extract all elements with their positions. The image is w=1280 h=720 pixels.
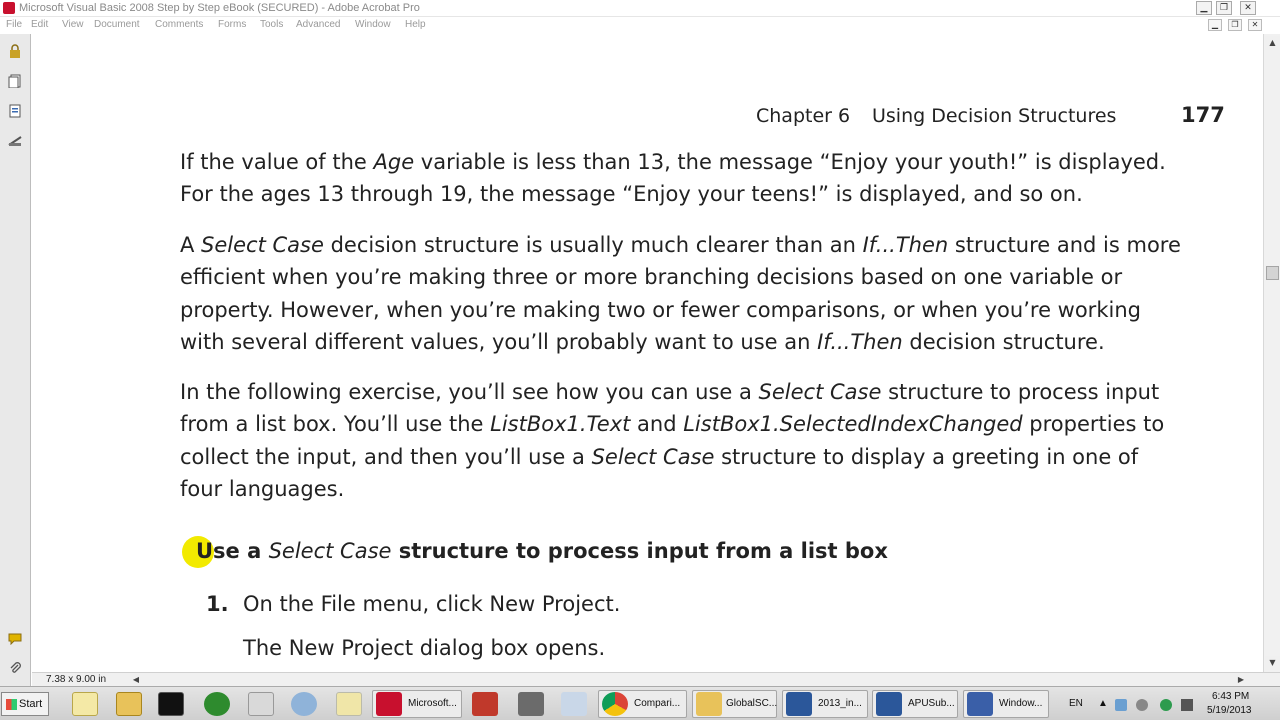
taskbar-item-acrobat[interactable]: Microsoft... (372, 690, 462, 718)
doc-minimize-button[interactable]: ▁ (1208, 19, 1222, 31)
volume-icon[interactable] (1181, 699, 1193, 711)
menu-file[interactable]: File (6, 19, 23, 30)
step-number: 1. (206, 592, 229, 616)
tray-app-icon[interactable] (1136, 699, 1148, 711)
taskbar-item-globalsc[interactable]: GlobalSC... (692, 690, 777, 718)
signatures-icon[interactable] (8, 134, 22, 148)
close-button[interactable]: ✕ (1240, 1, 1256, 15)
scroll-right-icon[interactable]: ▶ (1237, 675, 1245, 684)
page-size-label: 7.38 x 9.00 in (46, 674, 107, 685)
paragraph-1 (180, 146, 1240, 211)
paragraph-2 (180, 229, 1240, 358)
clock-date[interactable]: 5/19/2013 (1207, 705, 1252, 716)
menu-bar (0, 17, 1280, 34)
text-line: four languages. (180, 476, 345, 501)
page-number: 177 (1181, 103, 1225, 127)
scroll-down-icon[interactable]: ▼ (1265, 656, 1280, 670)
network-icon[interactable] (1115, 699, 1127, 711)
taskbar-item-word-2[interactable]: APUSub... (872, 690, 958, 718)
running-head-title: Using Decision Structures (872, 105, 1117, 127)
start-button[interactable]: Start (1, 692, 49, 716)
section-heading: Use a Select Case structure to process input from a list box (196, 539, 888, 563)
tray-expand-icon[interactable]: ▲ (1098, 698, 1108, 709)
menu-comments[interactable]: Comments (155, 19, 204, 30)
folder-icon[interactable] (116, 692, 142, 716)
folder-icon (696, 692, 722, 716)
utorrent-icon[interactable] (204, 692, 230, 716)
taskbar-item-visual-studio[interactable]: Window... (963, 690, 1049, 718)
menu-forms[interactable]: Forms (218, 19, 247, 30)
taskbar-item-chrome[interactable]: Compari... (598, 690, 687, 718)
minimize-button[interactable]: ▁ (1196, 1, 1212, 15)
attachments-icon[interactable] (8, 661, 22, 675)
text-line: If the value of the Age variable is less than 13, the message “Enjoy your youth!” is displayed. (180, 150, 1166, 174)
text-line: efficient when you’re making three or more branching decisions based on one variable or (180, 265, 1123, 290)
acrobat-app-icon[interactable] (3, 2, 15, 14)
vertical-scrollbar[interactable] (1263, 34, 1280, 672)
notepad-icon[interactable] (72, 692, 98, 716)
running-head-chapter: Chapter 6 (756, 105, 851, 127)
menu-view[interactable]: View (62, 19, 84, 30)
command-prompt-icon[interactable] (158, 692, 184, 716)
text-line: collect the input, and then you’ll use a Select Case structure to display a greeting in one of (180, 444, 1139, 469)
menu-tools[interactable]: Tools (260, 19, 284, 30)
word-icon (876, 692, 902, 716)
comments-icon[interactable] (8, 631, 22, 645)
document-page[interactable] (32, 34, 1263, 672)
settings-icon[interactable] (518, 692, 544, 716)
restore-button[interactable]: ❐ (1216, 1, 1232, 15)
chrome-icon (602, 692, 628, 716)
status-bar (32, 672, 1280, 686)
lock-icon[interactable] (8, 44, 22, 58)
scroll-up-icon[interactable]: ▲ (1265, 36, 1280, 50)
windows-flag-icon (6, 699, 17, 710)
filezilla-icon[interactable] (472, 692, 498, 716)
snipping-tool-icon[interactable] (248, 692, 274, 716)
word-icon (786, 692, 812, 716)
menu-document[interactable]: Document (94, 19, 140, 30)
paint-icon[interactable] (561, 692, 587, 716)
sticky-notes-icon[interactable] (336, 692, 362, 716)
text-line: from a list box. You’ll use the ListBox1.Text and ListBox1.SelectedIndexChanged properties to (180, 412, 1165, 437)
menu-window[interactable]: Window (355, 19, 391, 30)
scroll-thumb[interactable] (1266, 266, 1279, 280)
tray-sync-icon[interactable] (1160, 699, 1172, 711)
text-line: In the following exercise, you’ll see how you can use a Select Case structure to process input (180, 380, 1160, 404)
text-line: property. However, when you’re making two or fewer comparisons, or when you’re working (180, 297, 1141, 322)
window-title: Microsoft Visual Basic 2008 Step by Step eBook (SECURED) - Adobe Acrobat Pro (19, 2, 420, 14)
media-player-icon[interactable] (291, 692, 317, 716)
menu-advanced[interactable]: Advanced (296, 19, 341, 30)
pages-icon[interactable] (8, 74, 22, 88)
step-note: The New Project dialog box opens. (243, 636, 606, 660)
menu-help[interactable]: Help (405, 19, 426, 30)
acrobat-icon (376, 692, 402, 716)
menu-edit[interactable]: Edit (31, 19, 49, 30)
navigation-pane (0, 34, 31, 686)
clock-time[interactable]: 6:43 PM (1212, 691, 1250, 702)
bookmarks-icon[interactable] (8, 104, 22, 118)
step-text: On the File menu, click New Project. (243, 592, 621, 616)
language-indicator[interactable]: EN (1069, 698, 1083, 709)
visual-studio-icon (967, 692, 993, 716)
scroll-left-icon[interactable]: ◀ (132, 675, 140, 684)
taskbar (0, 686, 1280, 720)
title-bar (0, 0, 1280, 17)
paragraph-3 (180, 376, 1240, 505)
text-line: with several different values, you’ll probably want to use an If...Then decision structure. (180, 329, 1105, 354)
doc-close-button[interactable]: ✕ (1248, 19, 1262, 31)
doc-restore-button[interactable]: ❐ (1228, 19, 1242, 31)
taskbar-item-word-1[interactable]: 2013_in... (782, 690, 868, 718)
text-line: A Select Case decision structure is usually much clearer than an If...Then structure and is more (180, 233, 1181, 257)
text-line: For the ages 13 through 19, the message “Enjoy your teens!” is displayed, and so on. (180, 182, 1083, 207)
